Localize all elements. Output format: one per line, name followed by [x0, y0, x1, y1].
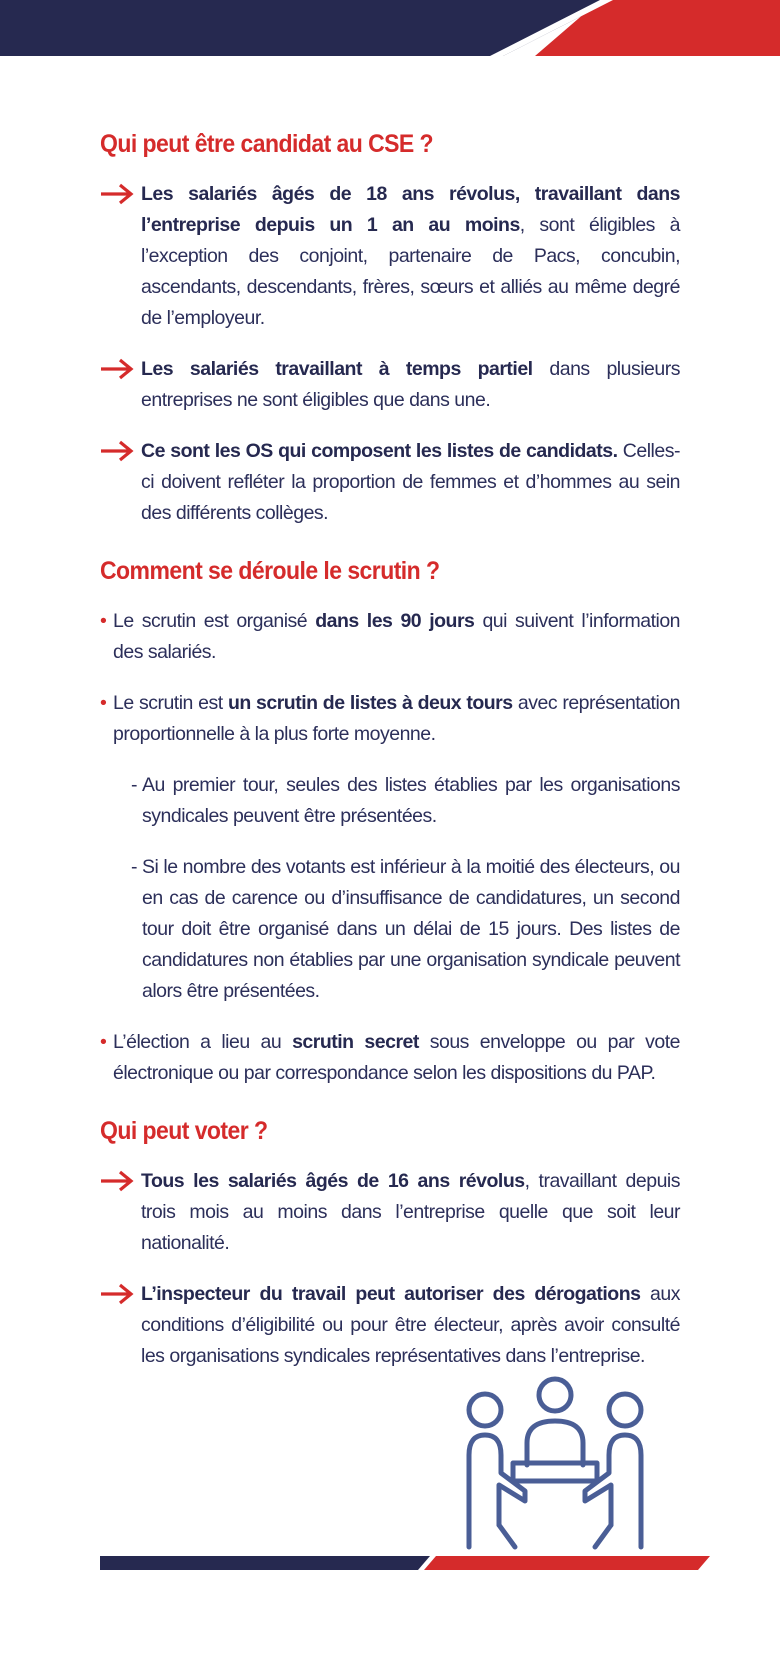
- item-bold: Tous les salariés âgés de 16 ans révolus: [141, 1170, 525, 1192]
- arrow-right-icon: [100, 183, 134, 205]
- list-item: [100, 1279, 680, 1372]
- bullet-icon: •: [100, 610, 107, 632]
- item-text: dans plusieurs entreprises ne sont éligibles que dans une.: [141, 358, 680, 411]
- section-candidates: [100, 130, 680, 529]
- item-bold: L’inspecteur du travail peut autoriser des dérogations: [141, 1283, 641, 1305]
- section-scrutin: [100, 557, 680, 1089]
- item-bold: dans les 90 jours: [315, 610, 475, 632]
- bottom-banner: [100, 1556, 710, 1570]
- list-item: [100, 354, 680, 416]
- meeting-people-icon: [455, 1375, 655, 1560]
- item-bold: Les salariés âgés de 18 ans révolus, travaillant dans l’entreprise depuis un 1 an au moins: [141, 183, 680, 236]
- item-text: Celles-ci doivent refléter la proportion de femmes et d’hommes au sein des différents collèges.: [141, 440, 680, 524]
- item-text: , sont éligibles à l’exception des conjoint, partenaire de Pacs, concubin, ascendants, descendants, frères, sœurs et alliés au même degré de l’employeur.: [141, 214, 680, 329]
- arrow-right-icon: [100, 440, 134, 462]
- item-text: sous enveloppe ou par vote électronique ou par correspondance selon les dispositions du PAP.: [113, 1031, 680, 1084]
- bullet-icon: •: [100, 1031, 107, 1053]
- list-item: [100, 179, 680, 334]
- dash-icon: -: [131, 856, 137, 878]
- list-item: [100, 1166, 680, 1259]
- item-bold: Ce sont les OS qui composent les listes de candidats.: [141, 440, 618, 462]
- item-text: aux conditions d’éligibilité ou pour être électeur, après avoir consulté les organisations syndicales représentatives dans l’entreprise.: [141, 1283, 680, 1367]
- dash-icon: -: [131, 774, 137, 796]
- item-bold: Les salariés travaillant à temps partiel: [141, 358, 533, 380]
- arrow-right-icon: [100, 1170, 134, 1192]
- arrow-right-icon: [100, 1283, 134, 1305]
- list-item: [100, 1027, 680, 1089]
- sub-list-item: [100, 770, 680, 832]
- item-text: , travaillant depuis trois mois au moins dans l’entreprise quelle que soit leur nationalité.: [141, 1170, 681, 1254]
- item-text: avec représentation proportionnelle à la plus forte moyenne.: [113, 692, 680, 745]
- item-text: Le scrutin est organisé: [113, 610, 316, 632]
- bullet-icon: •: [100, 692, 107, 714]
- section-title: Qui peut être candidat au CSE ?: [100, 130, 434, 158]
- list-item: [100, 688, 680, 750]
- item-text: Si le nombre des votants est inférieur à la moitié des électeurs, ou en cas de carence ou d’insuffisance de candidatures, un second tour doit être organisé dans un délai de 15 jours. Des listes de candidatures non établies par une organisation syndicale peuvent alors être présentées.: [142, 856, 680, 1002]
- section-title: Comment se déroule le scrutin ?: [100, 557, 440, 585]
- item-bold: scrutin secret: [292, 1031, 419, 1053]
- list-item: [100, 436, 680, 529]
- item-text: qui suivent l’information des salariés.: [113, 610, 681, 663]
- section-voters: [100, 1117, 680, 1372]
- arrow-right-icon: [100, 358, 134, 380]
- section-title: Qui peut voter ?: [100, 1117, 268, 1145]
- main-content: [100, 130, 680, 1400]
- item-text: L’élection a lieu au: [113, 1031, 293, 1053]
- sub-list-item: [100, 852, 680, 1007]
- item-bold: un scrutin de listes à deux tours: [227, 692, 513, 714]
- item-text: Au premier tour, seules des listes établies par les organisations syndicales peuvent être présentées.: [142, 774, 680, 827]
- top-banner: [0, 0, 780, 60]
- item-text: Le scrutin est: [113, 692, 228, 714]
- list-item: [100, 606, 680, 668]
